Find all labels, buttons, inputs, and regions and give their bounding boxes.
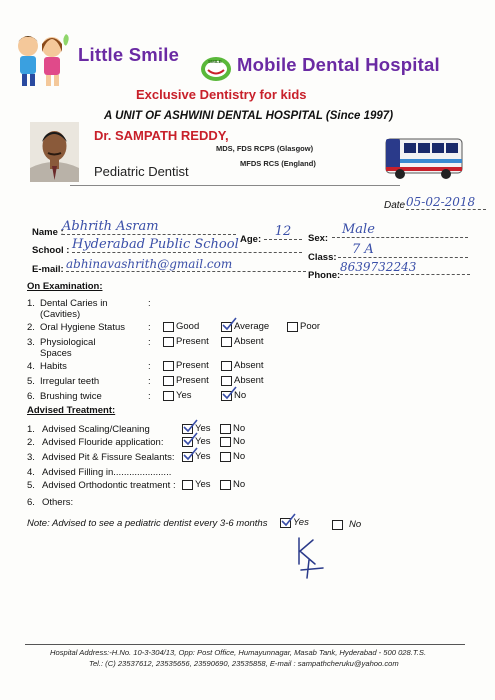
treat-row-label [42,480,176,491]
exam-row-colon: : [148,391,151,402]
treat-checkbox[interactable] [220,452,231,462]
doctor-name: Dr. SAMPATH REDDY, [94,128,229,143]
date-value: 05-02-2018 [406,195,486,210]
name-label: Name : [32,227,64,238]
treat-row-number: 5. [27,480,35,491]
exam-option-absent[interactable] [221,375,264,386]
exam-option-absent[interactable] [221,336,264,347]
treat-row-label-line: Advised Pit & Fissure Sealants: [42,452,175,463]
treat-row-number: 3. [27,452,35,463]
tagline: Exclusive Dentistry for kids [136,87,307,102]
email-label: E-mail: [32,264,64,275]
treat-row-label-line: Advised Flouride application: [42,437,164,448]
exam-row-label [40,337,95,359]
age-value: 12 [264,224,302,240]
exam-option-no[interactable] [221,390,246,401]
footer-divider [25,644,465,645]
treat-row-number: 4. [27,467,35,478]
exam-option-label: Absent [234,336,264,347]
note-yes-option[interactable] [280,517,309,528]
exam-row-label-line: Irregular teeth [40,376,100,387]
exam-option-label: Absent [234,360,264,371]
treat-option-yes[interactable] [182,451,211,462]
exam-checkbox[interactable] [287,322,298,332]
treat-row-label-line: Others: [42,497,74,508]
exam-option-present[interactable] [163,360,209,371]
exam-row-number: 5. [27,376,35,387]
treat-option-label: No [233,451,246,462]
note-yes-checkbox[interactable] [280,518,291,528]
exam-row-colon: : [148,322,151,333]
exam-row-label-line: Physiological [40,337,96,348]
treat-option-label: No [233,479,246,490]
treat-option-no[interactable] [220,436,245,447]
exam-checkbox[interactable] [163,376,174,386]
school-value: Hyderabad Public School [72,237,302,253]
examination-heading: On Examination: [27,281,103,292]
footer-contact: Tel.: (C) 23537612, 23535656, 23590690, 23535858, E-mail : sampathcheruku@yahoo.com [89,659,399,668]
exam-option-label: No [234,390,247,401]
specialty: Pediatric Dentist [94,164,189,179]
treat-checkbox[interactable] [220,480,231,490]
sex-value: Male [332,222,468,238]
treat-option-label: No [233,423,246,434]
exam-row-colon: : [148,298,151,309]
treat-option-label: No [233,436,246,447]
treat-option-no[interactable] [220,423,245,434]
treat-row-label-line: Advised Scaling/Cleaning [42,424,150,435]
smile-logo-badge: SMILE [208,59,222,64]
exam-row-label-line: Habits [40,361,67,372]
doctor-quals-1: MDS, FDS RCPS (Glasgow) [216,144,314,153]
treat-row-label [42,497,73,508]
exam-checkbox[interactable] [163,361,174,371]
exam-option-good[interactable] [163,321,199,332]
treat-row-label-line: Advised Filling in...................... [42,467,172,478]
hospital-name-left: Little Smile [78,44,180,65]
doctor-quals-2: MFDS RCS (England) [240,159,316,168]
exam-row-label-line: Oral Hygiene Status [40,322,126,333]
footer-address: Hospital Address:-H.No. 10-3-304/13, Opp: Post Office, Humayunnagar, Masab Tank, Hyderabad - 500 028.T.S. [50,648,427,657]
kids-logo [8,30,74,88]
treat-checkbox[interactable] [182,437,193,447]
exam-row-label [40,361,67,372]
exam-option-yes[interactable] [163,390,192,401]
treat-row-label [42,452,175,463]
treat-option-yes[interactable] [182,436,211,447]
exam-row-number: 3. [27,337,35,348]
treat-option-label: Yes [195,423,211,434]
exam-checkbox[interactable] [221,337,232,347]
exam-row-label [40,376,99,387]
exam-checkbox[interactable] [221,322,232,332]
exam-checkbox[interactable] [163,337,174,347]
exam-row-number: 2. [27,322,35,333]
exam-checkbox[interactable] [163,391,174,401]
exam-row-label-line: Brushing twice [40,391,102,402]
exam-row-label [40,298,108,320]
email-value: abhinavashrith@gmail.com [66,257,306,272]
treat-row-number: 6. [27,497,35,508]
exam-row-label-line: Dental Caries in [40,298,108,309]
exam-option-label: Good [176,321,200,332]
treat-option-no[interactable] [220,451,245,462]
exam-row-label [40,391,102,402]
exam-checkbox[interactable] [221,391,232,401]
exam-option-label: Present [176,336,209,347]
sex-label: Sex: [308,233,329,244]
age-label: Age: [240,234,262,245]
treat-row-number: 1. [27,424,35,435]
treat-row-label [42,437,163,448]
advice-note: Note: Advised to see a pediatric dentist every 3-6 months [27,518,268,529]
phone-label: Phone: [308,270,341,281]
treat-option-label: Yes [195,436,211,447]
exam-option-label: Present [176,375,209,386]
exam-row-label-line2: Spaces [40,348,72,359]
mobile-bus-image [384,129,466,183]
exam-option-label: Yes [176,390,192,401]
note-no-option[interactable] [332,519,361,530]
note-no-label: No [349,519,362,530]
treatment-heading: Advised Treatment: [27,405,116,416]
treat-option-label: Yes [195,451,211,462]
treat-row-label [42,467,171,478]
exam-option-label: Poor [300,321,321,332]
header-divider [70,185,400,186]
hospital-name-right: Mobile Dental Hospital [237,54,440,75]
treat-option-yes[interactable] [182,479,211,490]
exam-option-absent[interactable] [221,360,264,371]
exam-row-colon: : [148,337,151,348]
exam-checkbox[interactable] [221,376,232,386]
exam-row-number: 6. [27,391,35,402]
exam-row-number: 4. [27,361,35,372]
exam-checkbox[interactable] [163,322,174,332]
treat-row-number: 2. [27,437,35,448]
exam-option-label: Average [234,321,270,332]
class-label: Class: [308,252,337,263]
exam-row-number: 1. [27,298,35,309]
note-yes-label: Yes [293,517,309,528]
note-no-checkbox[interactable] [332,520,343,530]
class-value: 7 A [338,242,468,258]
treat-checkbox[interactable] [182,480,193,490]
exam-option-present[interactable] [163,375,209,386]
treat-option-no[interactable] [220,479,245,490]
treat-checkbox[interactable] [182,452,193,462]
treat-option-label: Yes [195,479,211,490]
exam-checkbox[interactable] [221,361,232,371]
exam-row-colon: : [148,376,151,387]
exam-option-label: Present [176,360,209,371]
name-value: Abhrith Asram [62,219,236,235]
exam-option-poor[interactable] [287,321,320,332]
exam-option-average[interactable] [221,321,269,332]
treat-row-label-line: Advised Orthodontic treatment : [42,480,176,491]
doctor-signature [289,534,329,580]
treat-row-label [42,424,150,435]
doctor-photo [30,122,79,182]
phone-value: 8639732243 [340,260,470,275]
exam-row-colon: : [148,361,151,372]
treat-checkbox[interactable] [220,437,231,447]
school-label: School : [32,245,70,256]
exam-row-label-line2: (Cavities) [40,309,81,320]
date-label: Date [384,200,406,211]
exam-option-label: Absent [234,375,264,386]
unit-line: A UNIT OF ASHWINI DENTAL HOSPITAL (Since 1997) [104,110,394,122]
treat-checkbox[interactable] [220,424,231,434]
exam-option-present[interactable] [163,336,209,347]
smile-logo [199,55,233,83]
exam-row-label [40,322,125,333]
